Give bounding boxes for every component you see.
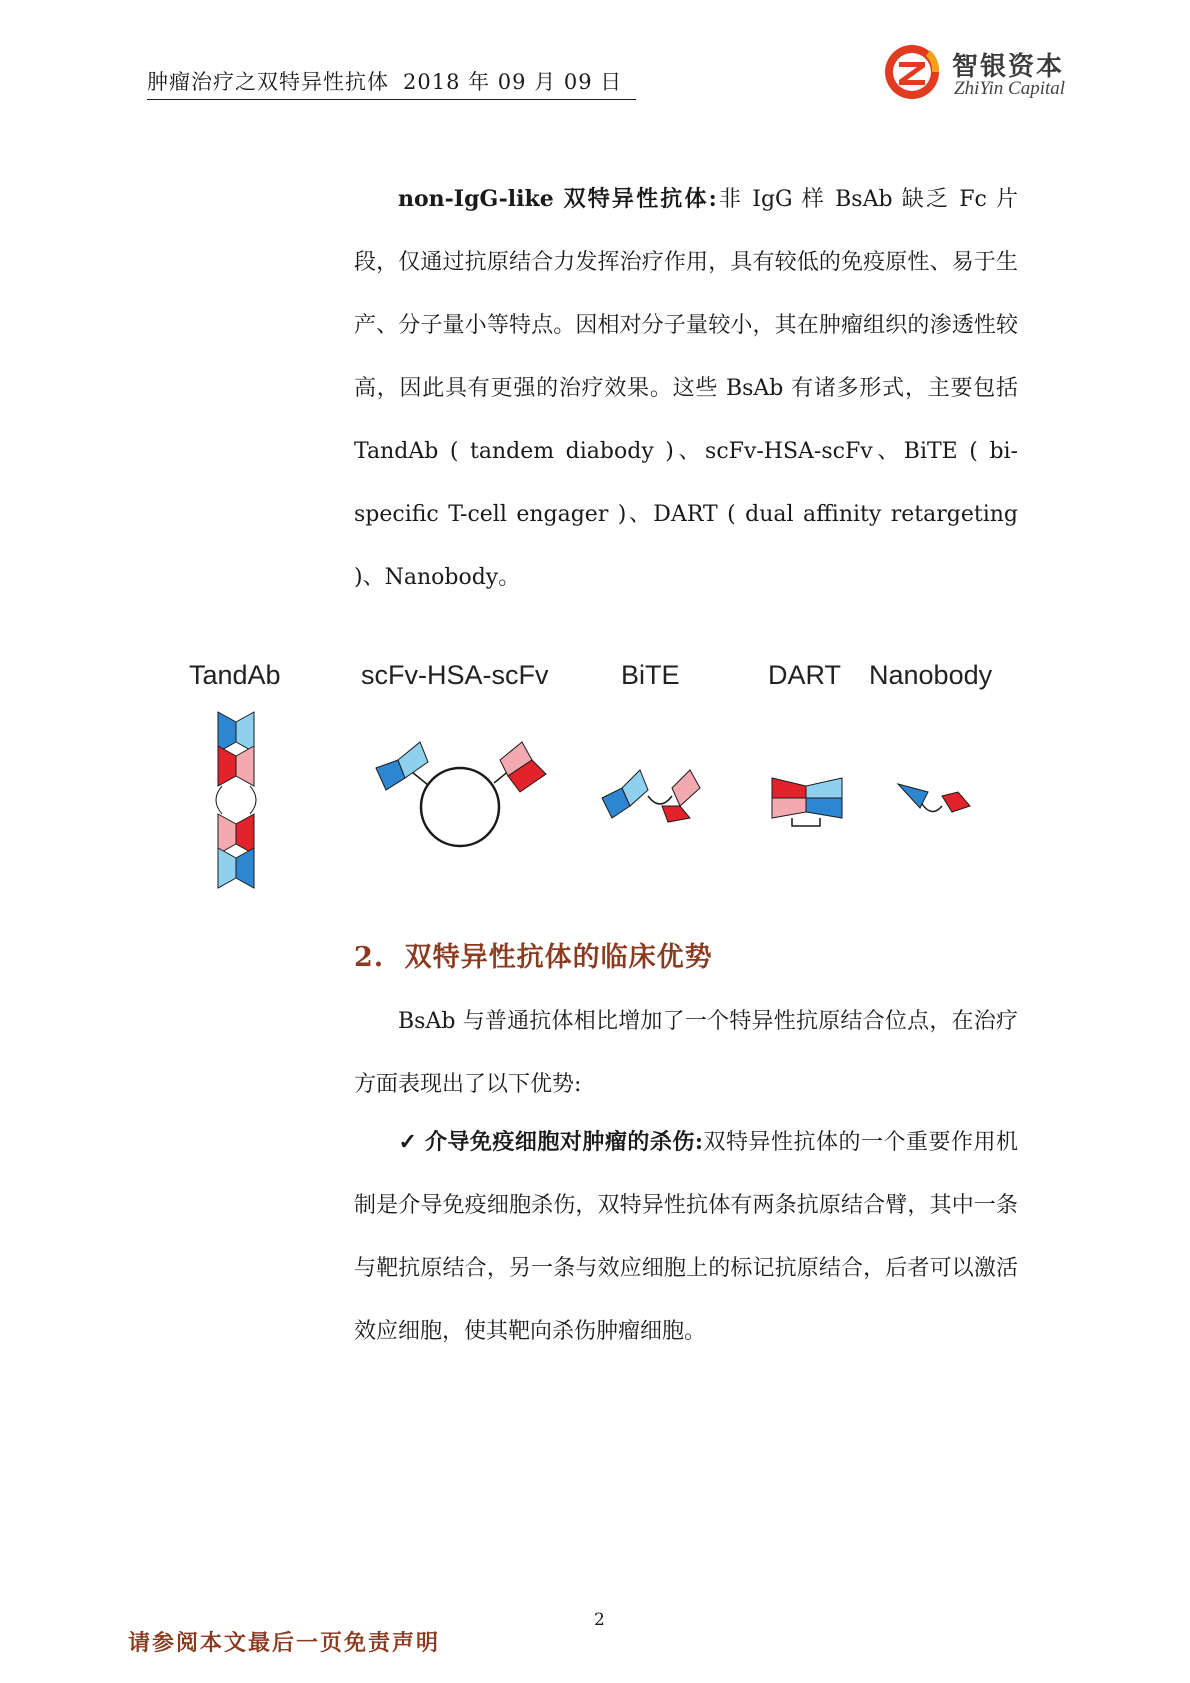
dart-diagram bbox=[772, 778, 842, 826]
section-heading bbox=[354, 935, 713, 974]
logo-name-cn: 智银资本 bbox=[952, 52, 1065, 82]
section-number: 2. bbox=[354, 942, 385, 973]
bite-diagram bbox=[602, 770, 700, 822]
figure-label-dart: DART bbox=[768, 660, 842, 690]
scfv-hsa-scfv-diagram bbox=[376, 742, 546, 846]
page-number: 2 bbox=[594, 1610, 605, 1630]
doc-date: 2018 年 09 月 09 日 bbox=[403, 70, 623, 94]
tandab-diagram bbox=[216, 712, 256, 888]
figure-label-tandab: TandAb bbox=[189, 660, 281, 690]
paragraph-advantages-intro bbox=[354, 990, 1018, 1116]
section-title-text: 双特异性抗体的临床优势 bbox=[404, 942, 713, 973]
para1-text: 非 IgG 样 BsAb 缺乏 Fc 片段，仅通过抗原结合力发挥治疗作用，具有较低的免疫原性、易于生产、分子量小等特点。因相对分子量较小，其在肿瘤组织的渗透性较高，因此具有更强的治疗效果。这些 BsAb 有诸多形式，主要包括 TandAb ( tandem diabody )、scFv-HSA-scFv、BiTE ( bi-specific T-cell engager )、DART ( dual affinity retargeting )、Nanobody。 bbox=[354, 187, 1018, 590]
logo-name-en: ZhiYin Capital bbox=[954, 78, 1066, 99]
figure-label-bite: BiTE bbox=[621, 660, 680, 690]
para1-lead: non-IgG-like 双特异性抗体: bbox=[398, 186, 717, 212]
para3-lead: 介导免疫细胞对肿瘤的杀伤: bbox=[424, 1129, 704, 1155]
figure-label-nanobody: Nanobody bbox=[869, 660, 993, 690]
disclaimer-note: 请参阅本文最后一页免责声明 bbox=[128, 1630, 441, 1656]
para2-text: BsAb 与普通抗体相比增加了一个特异性抗原结合位点，在治疗方面表现出了以下优势: bbox=[354, 1009, 1018, 1097]
doc-title: 肿瘤治疗之双特异性抗体 bbox=[147, 70, 389, 94]
check-icon: ✓ bbox=[398, 1129, 418, 1155]
paragraph-immune-killing bbox=[354, 1111, 1018, 1363]
figure-label-scfv-hsa-scfv: scFv-HSA-scFv bbox=[361, 660, 549, 690]
nanobody-diagram bbox=[898, 784, 970, 812]
para3-text: 双特异性抗体的一个重要作用机制是介导免疫细胞杀伤，双特异性抗体有两条抗原结合臂，其中一条与靶抗原结合，另一条与效应细胞上的标记抗原结合，后者可以激活效应细胞，使其靶向杀伤肿瘤细胞。 bbox=[354, 1130, 1018, 1344]
